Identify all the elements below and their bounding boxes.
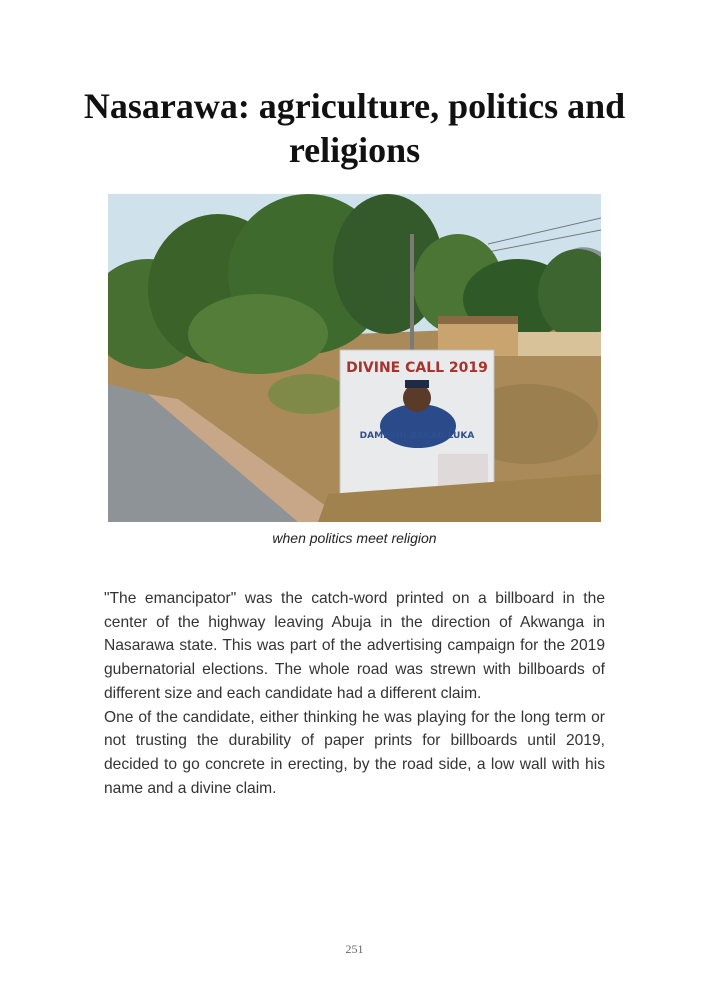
photo-illustration bbox=[108, 194, 601, 522]
roadside-billboard-photo bbox=[108, 194, 601, 522]
portrait-face bbox=[403, 384, 431, 412]
paragraph: "The emancipator" was the catch-word printed on a billboard in the center of the highway leaving Abuja in the direction of Akwanga in Nasarawa state. This was part of the advertising campaign for the 2019 gubernatorial elections. The whole road was strewn with billboards of different size and each candidate had a different claim. bbox=[104, 590, 605, 702]
village-house bbox=[518, 332, 601, 356]
portrait-cap bbox=[405, 380, 429, 388]
billboard-name: DAMESHI BAKAU LUKA bbox=[359, 431, 475, 441]
page-number: 251 bbox=[345, 942, 364, 956]
billboard-headline: DIVINE CALL 2019 bbox=[346, 360, 488, 376]
body-text bbox=[104, 587, 605, 800]
village-house-roof bbox=[438, 316, 518, 324]
tree bbox=[188, 294, 328, 374]
utility-pole bbox=[410, 234, 414, 354]
shrub bbox=[268, 374, 348, 414]
photo-caption: when politics meet religion bbox=[272, 530, 437, 546]
page-title: Nasarawa: agriculture, politics and religions bbox=[83, 86, 626, 170]
paragraph: One of the candidate, either thinking he was playing for the long term or not trusting the durability of paper prints for billboards until 2019, decided to go concrete in erecting, by the road side, a low wall with his name and a divine claim. bbox=[104, 708, 605, 797]
